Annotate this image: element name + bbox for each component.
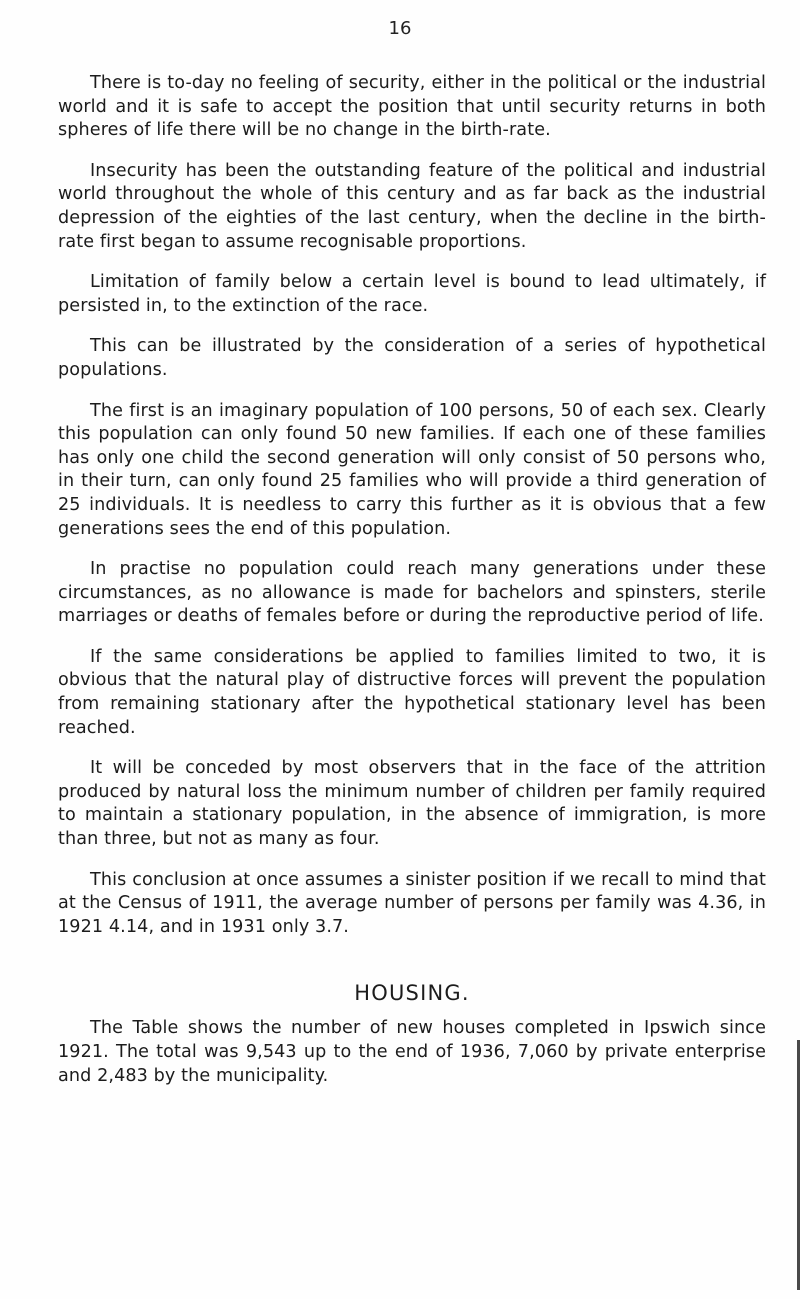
- paragraph-families-of-two: If the same considerations be applied to families limited to two, it is obvious that the natural play of distructive forces will prevent the population from remaining stationary after the hypothetical stationary level has been reached.: [58, 646, 766, 738]
- page-number: 16: [388, 18, 412, 39]
- paragraph-housing: The Table shows the number of new houses completed in Ipswich since 1921. The total was 9,543 up to the end of 1936, 7,060 by private enterprise and 2,483 by the municipality.: [58, 1018, 766, 1086]
- paragraph-practise: In practise no population could reach many generations under these circumstances, as no allowance is made for bachelors and spinsters, sterile marriages or deaths of females before or during the reproductive period of life.: [58, 559, 766, 627]
- body-text: [58, 72, 766, 1105]
- paragraph-insecurity: Insecurity has been the outstanding feature of the political and industrial world throughout the whole of this century and as far back as the industrial depression of the eighties of the last century, when the decline in the birth-rate first began to assume recognisable proportions.: [58, 160, 766, 252]
- paragraph-limitation: Limitation of family below a certain level is bound to lead ultimately, if persisted in, to the extinction of the race.: [58, 272, 766, 316]
- paragraph-attrition: It will be conceded by most observers that in the face of the attrition produced by natural loss the minimum number of children per family required to maintain a stationary population, in the absence of immigration, is more than three, but not as many as four.: [58, 758, 766, 850]
- paragraph-illustration: This can be illustrated by the consideration of a series of hypothetical populations.: [58, 336, 766, 380]
- paragraph-first-population: The first is an imaginary population of 100 persons, 50 of each sex. Clearly this population can only found 50 new families. If each one of these families has only one child the second generation will only consist of 50 persons who, in their turn, can only found 25 families who will provide a third generation of 25 individuals. It is needless to carry this further as it is obvious that a few generations sees the end of this population.: [58, 400, 766, 539]
- paragraph-census: This conclusion at once assumes a sinister position if we recall to mind that at the Census of 1911, the average number of persons per family was 4.36, in 1921 4.14, and in 1931 only 3.7.: [58, 869, 766, 937]
- paragraph-security: There is to-day no feeling of security, either in the political or the industrial world and it is safe to accept the position that until security returns in both spheres of life there will be no change in the birth-rate.: [58, 73, 766, 141]
- section-heading-housing: HOUSING.: [354, 981, 470, 1006]
